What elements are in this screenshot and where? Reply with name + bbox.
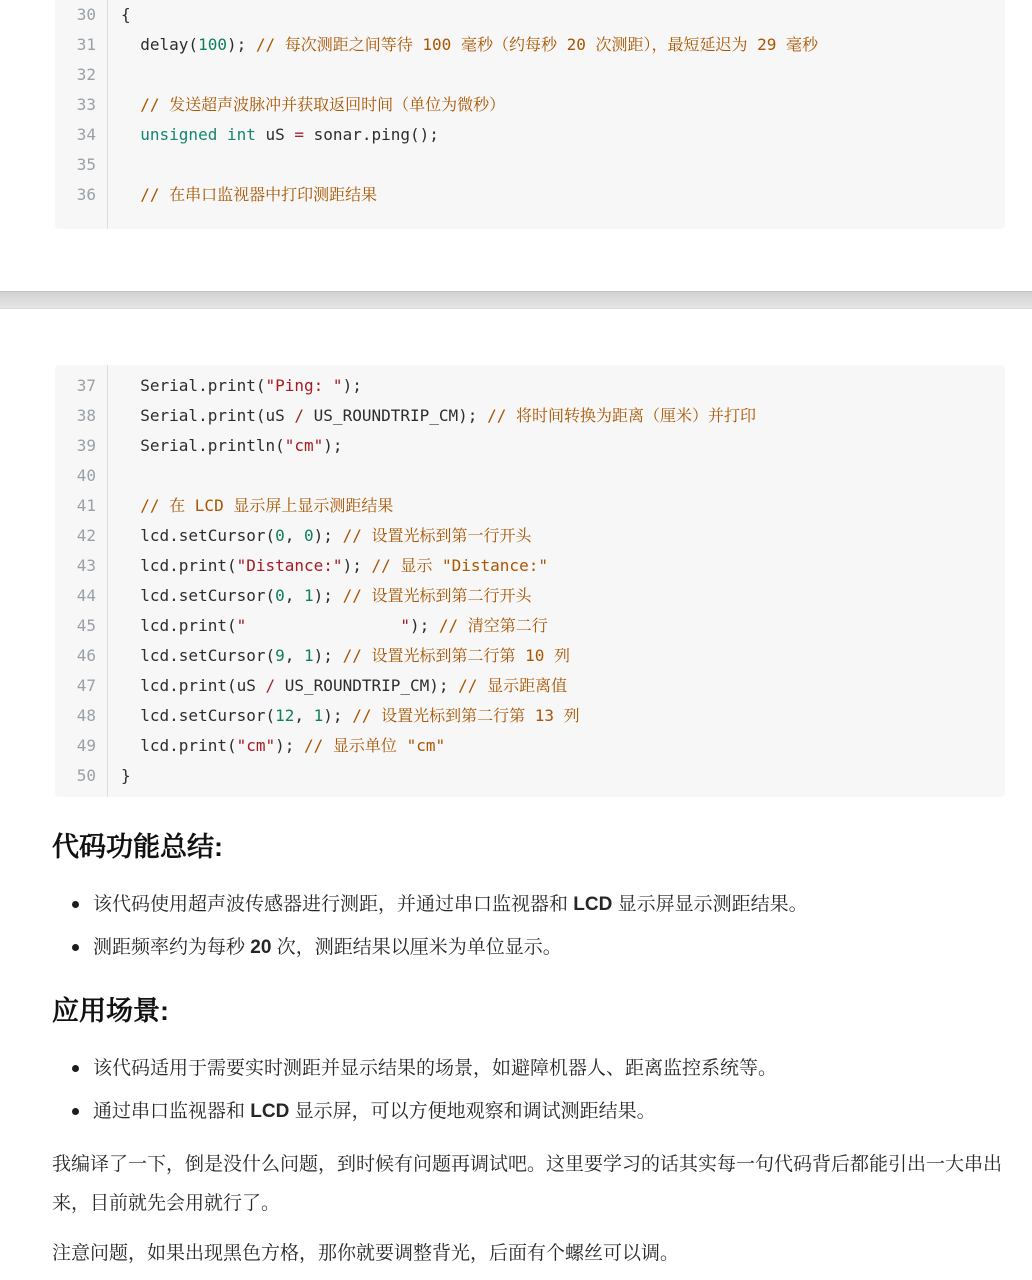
code-token: "cm": [284, 436, 324, 455]
code-token: // 显示单位 "cm": [304, 736, 446, 755]
code-token: Serial.print(: [121, 376, 266, 395]
code-token: /: [265, 676, 276, 695]
code-token: 1: [304, 586, 314, 605]
text: 该代码使用超声波传感器进行测距，并通过串口监视器和: [93, 894, 574, 915]
bold-text: LCD: [573, 894, 613, 915]
code-token: sonar.ping();: [304, 125, 439, 144]
line-number: 31: [76, 35, 96, 54]
code-token: );: [323, 436, 343, 455]
code-text: [107, 641, 570, 671]
code-line: [55, 371, 1005, 401]
text: 通过串口监视器和: [93, 1101, 251, 1122]
line-number: 30: [76, 5, 96, 24]
code-token: ,: [284, 646, 305, 665]
code-token: // 设置光标到第二行开头: [342, 586, 532, 605]
code-text: [107, 551, 548, 581]
code-token: 1: [304, 646, 314, 665]
line-number: 42: [76, 526, 96, 545]
code-token: 12: [275, 706, 295, 725]
code-token: delay(: [121, 35, 199, 54]
code-text: [107, 461, 121, 491]
list-item: [52, 1098, 1005, 1125]
code-token: lcd.print(uS: [121, 676, 266, 695]
code-text: [107, 180, 377, 210]
code-token: );: [342, 376, 362, 395]
code-token: Serial.print(uS: [121, 406, 295, 425]
code-line: [55, 461, 1005, 491]
code-token: // 设置光标到第二行第 10 列: [342, 646, 571, 665]
code-token: "cm": [236, 736, 276, 755]
line-number: 37: [76, 376, 96, 395]
code-token: 100: [198, 35, 227, 54]
code-token: lcd.print(: [121, 736, 237, 755]
line-number: 50: [76, 766, 96, 785]
code-token: // 显示 "Distance:": [371, 556, 548, 575]
code-line: [55, 491, 1005, 521]
line-number: 45: [76, 616, 96, 635]
code-token: [121, 496, 140, 515]
code-line: [55, 120, 1005, 150]
line-number: 48: [76, 706, 96, 725]
text: 测距频率约为每秒: [93, 937, 251, 958]
code-block-top: [55, 0, 1005, 229]
list-item: [52, 934, 1005, 961]
line-number: 47: [76, 676, 96, 695]
code-token: lcd.print(: [121, 556, 237, 575]
code-token: ,: [294, 706, 314, 725]
code-token: );: [275, 736, 305, 755]
text: 次，测距结果以厘米为单位显示。: [271, 937, 562, 958]
code-text: [107, 521, 531, 551]
code-token: US_ROUNDTRIP_CM);: [275, 676, 459, 695]
line-number: 46: [76, 646, 96, 665]
code-token: ,: [284, 586, 305, 605]
code-text: [107, 371, 362, 401]
code-text: [107, 611, 548, 641]
code-token: );: [323, 706, 353, 725]
line-number: 36: [76, 185, 96, 204]
code-line: [55, 701, 1005, 731]
code-line: [55, 401, 1005, 431]
code-line: [55, 30, 1005, 60]
code-line: [55, 521, 1005, 551]
code-token: {: [121, 5, 131, 24]
code-token: 0: [304, 526, 314, 545]
line-number: 32: [76, 65, 96, 84]
code-text: [107, 761, 131, 791]
text: 显示屏显示测距结果。: [612, 894, 808, 915]
code-token: );: [409, 616, 439, 635]
code-line: [55, 180, 1005, 210]
code-text: [107, 491, 393, 521]
line-number: 43: [76, 556, 96, 575]
code-token: Serial.println(: [121, 436, 285, 455]
heading-application-scenarios: 应用场景:: [52, 996, 169, 1026]
code-token: lcd.setCursor(: [121, 526, 276, 545]
text: 显示屏，可以方便地观察和调试测距结果。: [289, 1101, 656, 1122]
code-text: [107, 30, 818, 60]
application-scenarios-list: [52, 1055, 1005, 1125]
code-token: // 将时间转换为距离（厘米）并打印: [487, 406, 756, 425]
line-number: 33: [76, 95, 96, 114]
article-body: [52, 829, 1005, 1273]
code-token: lcd.print(: [121, 616, 237, 635]
code-token: " ": [236, 616, 410, 635]
code-line: [55, 761, 1005, 791]
code-token: );: [313, 586, 343, 605]
code-line: [55, 60, 1005, 90]
code-token: "Ping: ": [265, 376, 343, 395]
code-line: [55, 431, 1005, 461]
code-token: );: [313, 646, 343, 665]
code-text: [107, 431, 343, 461]
code-line: [55, 581, 1005, 611]
code-text: [107, 581, 531, 611]
code-text: [107, 401, 756, 431]
list-item: [52, 1055, 1005, 1082]
line-number: 41: [76, 496, 96, 515]
code-line: [55, 90, 1005, 120]
paragraph-compile-note: 我编译了一下，倒是没什么问题，到时候有问题再调试吧。这里要学习的话其实每一句代码背后都能引出一大串出来，目前就先会用就行了。: [52, 1154, 1003, 1214]
code-token: 1: [313, 706, 324, 725]
code-line: [55, 0, 1005, 30]
code-token: // 每次测距之间等待 100 毫秒（约每秒 20 次测距），最短延迟为 29 毫秒: [255, 35, 819, 54]
code-text: [107, 90, 505, 120]
code-text: [107, 731, 445, 761]
code-token: // 设置光标到第一行开头: [342, 526, 532, 545]
section-divider: [0, 291, 1032, 309]
bold-text: LCD: [250, 1101, 290, 1122]
line-number: 49: [76, 736, 96, 755]
code-token: // 清空第二行: [438, 616, 548, 635]
paragraph-backlight-note: 注意问题，如果出现黑色方格，那你就要调整背光，后面有个螺丝可以调。: [52, 1243, 680, 1264]
heading-code-summary: 代码功能总结:: [52, 832, 223, 862]
code-token: [121, 185, 140, 204]
code-token: // 发送超声波脉冲并获取返回时间（单位为微秒）: [140, 95, 506, 114]
code-text: [107, 60, 121, 90]
list-item: [52, 891, 1005, 918]
code-token: 9: [275, 646, 285, 665]
code-token: 0: [275, 526, 285, 545]
code-token: );: [313, 526, 343, 545]
code-line: [55, 551, 1005, 581]
code-token: // 在 LCD 显示屏上显示测距结果: [140, 496, 394, 515]
line-number: 38: [76, 406, 96, 425]
code-token: );: [342, 556, 372, 575]
code-line: [55, 611, 1005, 641]
code-token: lcd.setCursor(: [121, 586, 276, 605]
code-token: "Distance:": [236, 556, 343, 575]
code-text: [107, 120, 439, 150]
code-block-bottom: [55, 365, 1005, 797]
code-token: // 在串口监视器中打印测距结果: [140, 185, 378, 204]
code-line: [55, 671, 1005, 701]
code-summary-list: [52, 891, 1005, 961]
code-line: [55, 731, 1005, 761]
code-text: [107, 150, 121, 180]
code-token: // 设置光标到第二行第 13 列: [352, 706, 580, 725]
code-token: 0: [275, 586, 285, 605]
code-token: unsigned int: [140, 125, 256, 144]
code-token: [121, 125, 140, 144]
code-token: /: [294, 406, 305, 425]
line-number: 39: [76, 436, 96, 455]
code-token: // 显示距离值: [458, 676, 568, 695]
code-token: uS: [255, 125, 295, 144]
code-token: =: [294, 125, 305, 144]
text: 该代码适用于需要实时测距并显示结果的场景，如避障机器人、距离监控系统等。: [93, 1058, 778, 1079]
line-number: 40: [76, 466, 96, 485]
code-token: [121, 95, 140, 114]
code-token: }: [121, 766, 131, 785]
line-number: 44: [76, 586, 96, 605]
code-token: );: [226, 35, 256, 54]
line-number: 34: [76, 125, 96, 144]
code-token: lcd.setCursor(: [121, 706, 276, 725]
code-line: [55, 150, 1005, 180]
code-token: US_ROUNDTRIP_CM);: [304, 406, 488, 425]
code-token: lcd.setCursor(: [121, 646, 276, 665]
code-text: [107, 671, 567, 701]
code-line: [55, 641, 1005, 671]
line-number: 35: [76, 155, 96, 174]
code-text: [107, 701, 580, 731]
code-text: [107, 0, 131, 30]
bold-text: 20: [250, 937, 272, 958]
code-token: ,: [284, 526, 305, 545]
